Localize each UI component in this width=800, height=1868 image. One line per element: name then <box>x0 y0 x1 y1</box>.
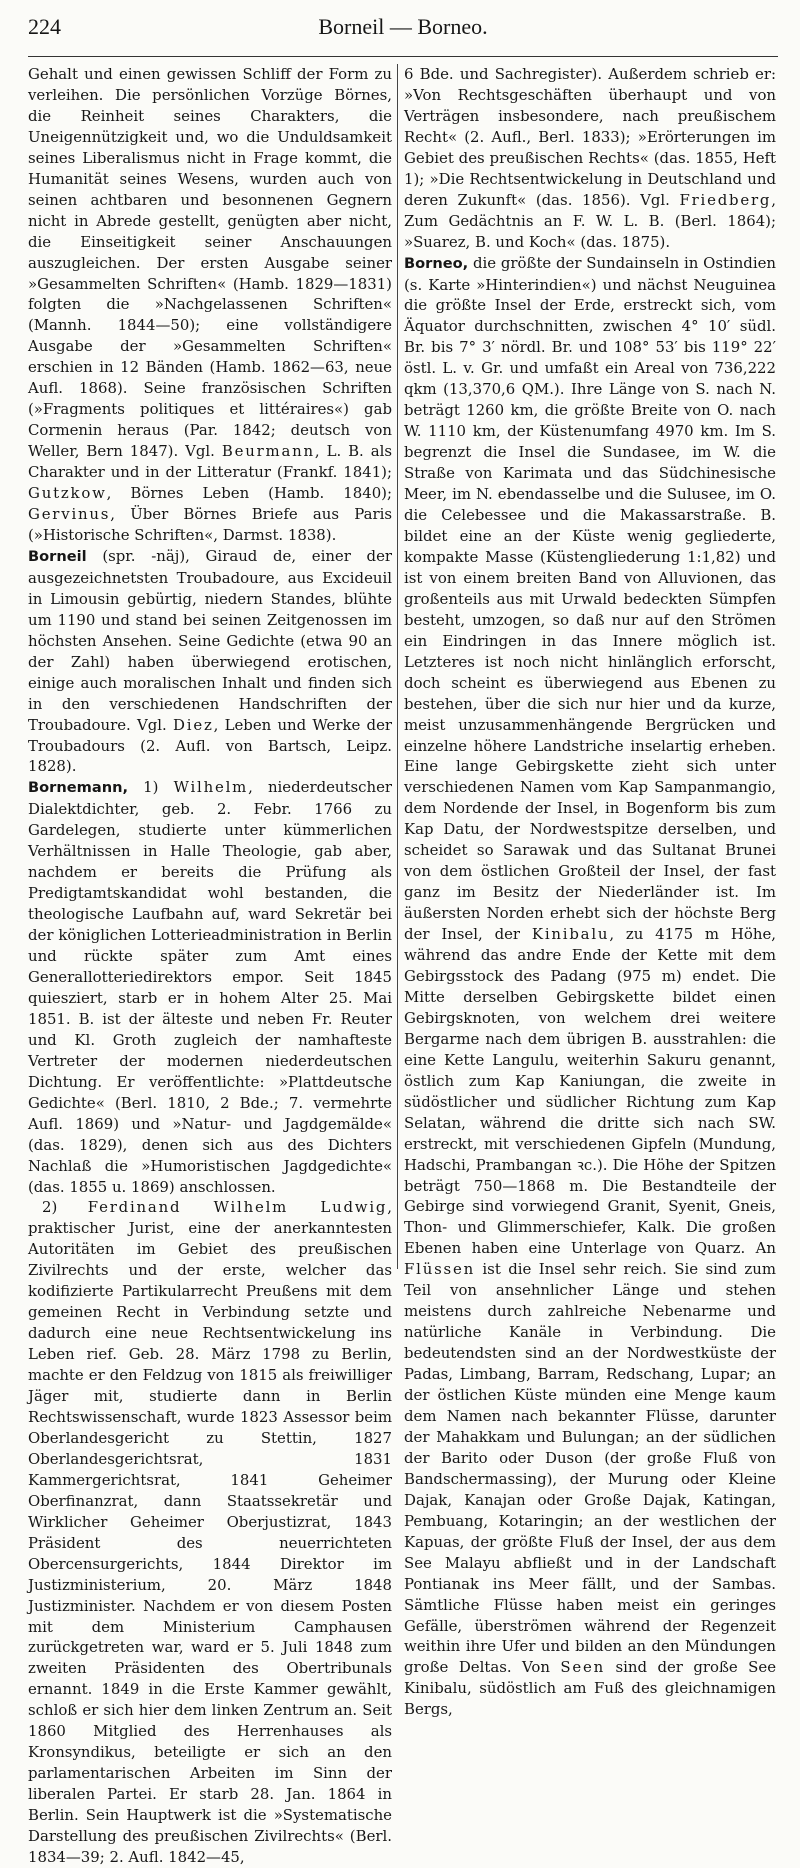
spaced-name: Friedberg <box>679 190 772 209</box>
entry-text: , niederdeutscher Dialektdichter, geb. 2. Febr. 1766 zu Gardelegen, studierte unter kümmerlichen Verhältnissen in Halle Theologie, gab aber, nachdem er bereits die Prüfung als Predigtamtskandidat wohl bestanden, die theologische Laufbahn auf, ward Sekretär bei der königlichen Lotterieadministration in Berlin und rückte später zum Amt eines Generallotteriedirektors empor. Seit 1845 quiesziert, starb er in hohem Alter 25. Mai 1851. B. ist der älteste und neben Fr. Reuter und Kl. Groth zugleich der namhafteste Vertreter der modernen niederdeutschen Dichtung. Er veröffentlichte: »Plattdeutsche Gedichte« (Berl. 1810, 2 Bde.; 7. vermehrte Aufl. 1869) und »Natur- und Jagdgemälde« (das. 1829), denen sich aus des Dichters Nachlaß die »Humoristischen Jagdgedichte« (das. 1855 u. 1869) anschlossen. <box>28 778 392 1196</box>
entry-borneil <box>28 546 392 777</box>
entry-text: die größte der Sundainseln in Ostindien (s. Karte »Hinterindien«) und nächst Neuguinea die größte Insel der Erde, erstreckt sich, vom Äquator durchschnitten, zwischen 4° 10′ südl. Br. bis 7° 3′ nördl. Br. und 108° 53′ bis 119° 22′ östl. L. v. Gr. und umfaßt ein Areal von 736,222 qkm (13,370,6 QM.). Ihre Länge von S. nach N. beträgt 1260 km, die größte Breite von O. nach W. 1110 km, der Küstenumfang 4970 km. Im S. begrenzt die Insel die Sundasee, im W. die Straße von Karimata und das Südchinesische Meer, im N. ebendasselbe und die Sulusee, im O. die Celebessee und die Makassarstraße. B. bildet eine an der Küste wenig gegliederte, kompakte Masse (Küstengliederung 1:1,82) und ist von einem breiten Band von Alluvionen, das großenteils aus mit Urwald bedeckten Sümpfen besteht, umzogen, so daß nur auf den Strömen ein Eindringen in das Innere möglich ist. Letzteres ist noch nicht hinlänglich erforscht, doch scheint es überwiegend aus Ebenen zu bestehen, über die sich nur hier und da kurze, meist unzusammenhängende Bergrücken und einzelne höhere Landstriche inselartig erheben. Eine lange Gebirgskette zieht sich unter verschiedenen Namen vom Kap Sampanmangio, dem Nordende der Insel, in Bogenform bis zum Kap Datu, der Nordwestspitze derselben, und scheidet so Sarawak und das Sultanat Brunei von dem östlichen Großteil der Insel, der fast ganz im Besitz der Niederländer ist. Im äußersten Norden erhebt sich der höchste Berg der Insel, der <box>404 253 776 944</box>
spaced-name: Ferdinand Wilhelm Ludwig <box>87 1198 388 1217</box>
entry-text: 1) <box>128 778 174 797</box>
entry-text: , Zum Gedächtnis an F. W. L. B. (Berl. 1864); »Suarez, B. und Koch« (das. 1875). <box>404 190 776 251</box>
page-header <box>28 14 778 48</box>
spaced-name: Beurmann <box>221 442 315 461</box>
entry-text: 6 Bde. und Sachregister). Außerdem schrieb er: »Von Rechtsgeschäften überhaupt und von Verträgen insbesondere, nach preußischem Recht« (2. Aufl., Berl. 1833); »Erörterungen im Gebiet des preußischen Rechts« (das. 1855, Heft 1); »Die Rechtsentwickelung in Deutschland und deren Zukunft« (das. 1856). Vgl. <box>404 65 776 209</box>
entry-text: , zu 4175 m Höhe, während das andre Ende der Kette mit dem Gebirgsstock des Padang (975 m) endet. Die Mitte derselben Gebirgskette bildet einen Gebirgsknoten, von welchem drei weitere Bergarme nach dem übrigen B. ausstrahlen: die eine Kette Langulu, weiterhin Sakuru genannt, östlich zum Kap Kaniungan, die zweite in südöstlicher und südlicher Richtung zum Kap Selatan, während die dritte sich nach SW. erstreckt, mit verschiedenen Gipfeln (Mundung, Hadschi, Prambangan ꝛc.). Die Höhe der Spitzen beträgt 750—1868 m. Die Bestandteile der Gebirge sind vorwiegend Granit, Syenit, Gneis, Thon- und Glimmerschiefer, Kalk. Die großen Ebenen haben eine Unterlage von Quarz. An <box>404 925 776 1258</box>
entry-text: , Über Börnes Briefe aus Paris (»Historische Schriften«, Darmst. 1838). <box>28 505 392 544</box>
entry-bornemann-2-cont <box>404 64 776 253</box>
entry-text: , Börnes Leben (Hamb. 1840); <box>106 484 392 503</box>
entry-text: , L. B. als Charakter und in der Litteratur (Frankf. 1841); <box>28 442 393 482</box>
spaced-name: Wilhelm <box>173 778 249 797</box>
entry-borneo <box>404 253 776 1721</box>
page-number: 224 <box>28 14 61 39</box>
spaced-name: Diez <box>173 715 214 734</box>
entry-text: sind der große See Kinibalu, südöstlich am Fuß des gleichnamigen Bergs, <box>404 1658 777 1719</box>
spaced-name: Gervinus <box>28 505 111 524</box>
entry-text: ist die Insel sehr reich. Sie sind zum Teil von ansehnlicher Länge und stehen meistens durch zahlreiche Nebenarme und natürliche Kanäle in Verbindung. Die bedeutendsten sind an der Nordwestküste der Padas, Limbang, Barram, Redschang, Lupar; an der östlichen Küste münden eine Menge kaum dem Namen nach bekannter Flüsse, darunter der Mahakkam und Bulungan; an der südlichen der Barito oder Duson (der große Fluß von Bandschermassing), der Murung oder Kleine Dajak, Kanajan oder Große Dajak, Katingan, Pembuang, Kotaringin; an der westlichen der Kapuas, der größte Fluß der Insel, der aus dem See Malayu abfließt und in der Landschaft Pontianak ins Meer fällt, und der Sambas. Sämtliche Flüsse haben meist ein geringes Gefälle, überströmen während der Regenzeit weithin ihre Ufer und bilden an den Mündungen große Deltas. Von <box>404 1260 776 1677</box>
running-title: Borneil — Borneo. <box>318 14 488 39</box>
entry-text: , Leben und Werke der Troubadours (2. Aufl. von Bartsch, Leipz. 1828). <box>28 715 392 776</box>
spaced-name: Kinibalu <box>531 925 610 944</box>
spaced-name: Gutzkow <box>28 484 107 503</box>
header-rule <box>28 56 778 57</box>
spaced-name: Seen <box>560 1658 606 1677</box>
entry-text: Gehalt und einen gewissen Schliff der Form zu verleihen. Die persönlichen Vorzüge Börnes, die Reinheit seines Charakters, die Uneigennützigkeit und, wo die Unduldsamkeit seines Liberalismus nicht in Frage kommt, die Humanität seines Wesens, wurden auch von seinen achtbaren und besonnenen Gegnern nicht in Abrede gestellt, genügten aber nicht, die Einseitigkeit seiner Anschauungen auszugleichen. Der ersten Ausgabe seiner »Gesammelten Schriften« (Hamb. 1829—1831) folgten die »Nachgelassenen Schriften« (Mannh. 1844—50); eine vollständigere Ausgabe der »Gesammelten Schriften« erschien in 12 Bänden (Hamb. 1862—63, neue Aufl. 1868). Seine französischen Schriften (»Fragments politiques et littéraires«) gab Cormenin heraus (Par. 1842; deutsch von Weller, Bern 1847). Vgl. <box>28 65 392 461</box>
entry-boerne-cont <box>28 64 392 546</box>
right-column <box>404 64 777 1719</box>
entry-bornemann-2 <box>28 1197 392 1868</box>
spaced-name: Flüssen <box>404 1260 475 1279</box>
entry-text: , praktischer Jurist, eine der anerkanntesten Autoritäten im Gebiet des preußischen Zivilrechts und der erste, welcher das kodifizierte Partikularrecht Preußens mit dem gemeinen Recht in Verbindung setzte und dadurch eine neue Rechtsentwickelung ins Leben rief. Geb. 28. März 1798 zu Berlin, machte er den Feldzug von 1815 als freiwilliger Jäger mit, studierte dann in Berlin Rechtswissenschaft, wurde 1823 Assessor beim Oberlandesgericht zu Stettin, 1827 Oberlandesgerichtsrat, 1831 Kammergerichtsrat, 1841 Geheimer Oberfinanzrat, dann Staatssekretär und Wirklicher Geheimer Oberjustizrat, 1843 Präsident des neuerrichteten Obercensurgerichts, 1844 Direktor im Justizministerium, 20. März 1848 Justizminister. Nachdem er von diesem Posten mit dem Ministerium Camphausen zurückgetreten war, ward er 5. Juli 1848 zum zweiten Präsidenten des Obertribunals ernannt. 1849 in die Erste Kammer gewählt, schloß er sich hier dem linken Zentrum an. Seit 1860 Mitglied des Herrenhauses als Kronsyndikus, beteiligte er sich an den parlamentarischen Arbeiten im Sinn der liberalen Partei. Er starb 28. Jan. 1864 in Berlin. Sein Hauptwerk ist die »Systematische Darstellung des preußischen Zivilrechts« (Berl. 1834—39; 2. Aufl. 1842—45, <box>28 1198 392 1867</box>
headword: Bornemann, <box>28 779 129 797</box>
entry-text: (spr. -näj), Giraud de, einer der ausgezeichnetsten Troubadoure, aus Excideuil in Limousin gebürtig, niedern Standes, blühte um 1190 und stand bei seinen Zeitgenossen im höchsten Ansehen. Seine Gedichte (etwa 90 an der Zahl) haben überwiegend erotischen, einige auch moralischen Inhalt und finden sich in den verschiedenen Handschriften der Troubadoure. Vgl. <box>28 546 392 734</box>
entry-bornemann-1 <box>28 777 392 1197</box>
headword: Borneil <box>28 547 87 565</box>
left-column <box>28 64 393 1867</box>
entry-text: 2) <box>42 1198 88 1217</box>
headword: Borneo, <box>404 254 469 272</box>
column-divider <box>397 64 398 1269</box>
